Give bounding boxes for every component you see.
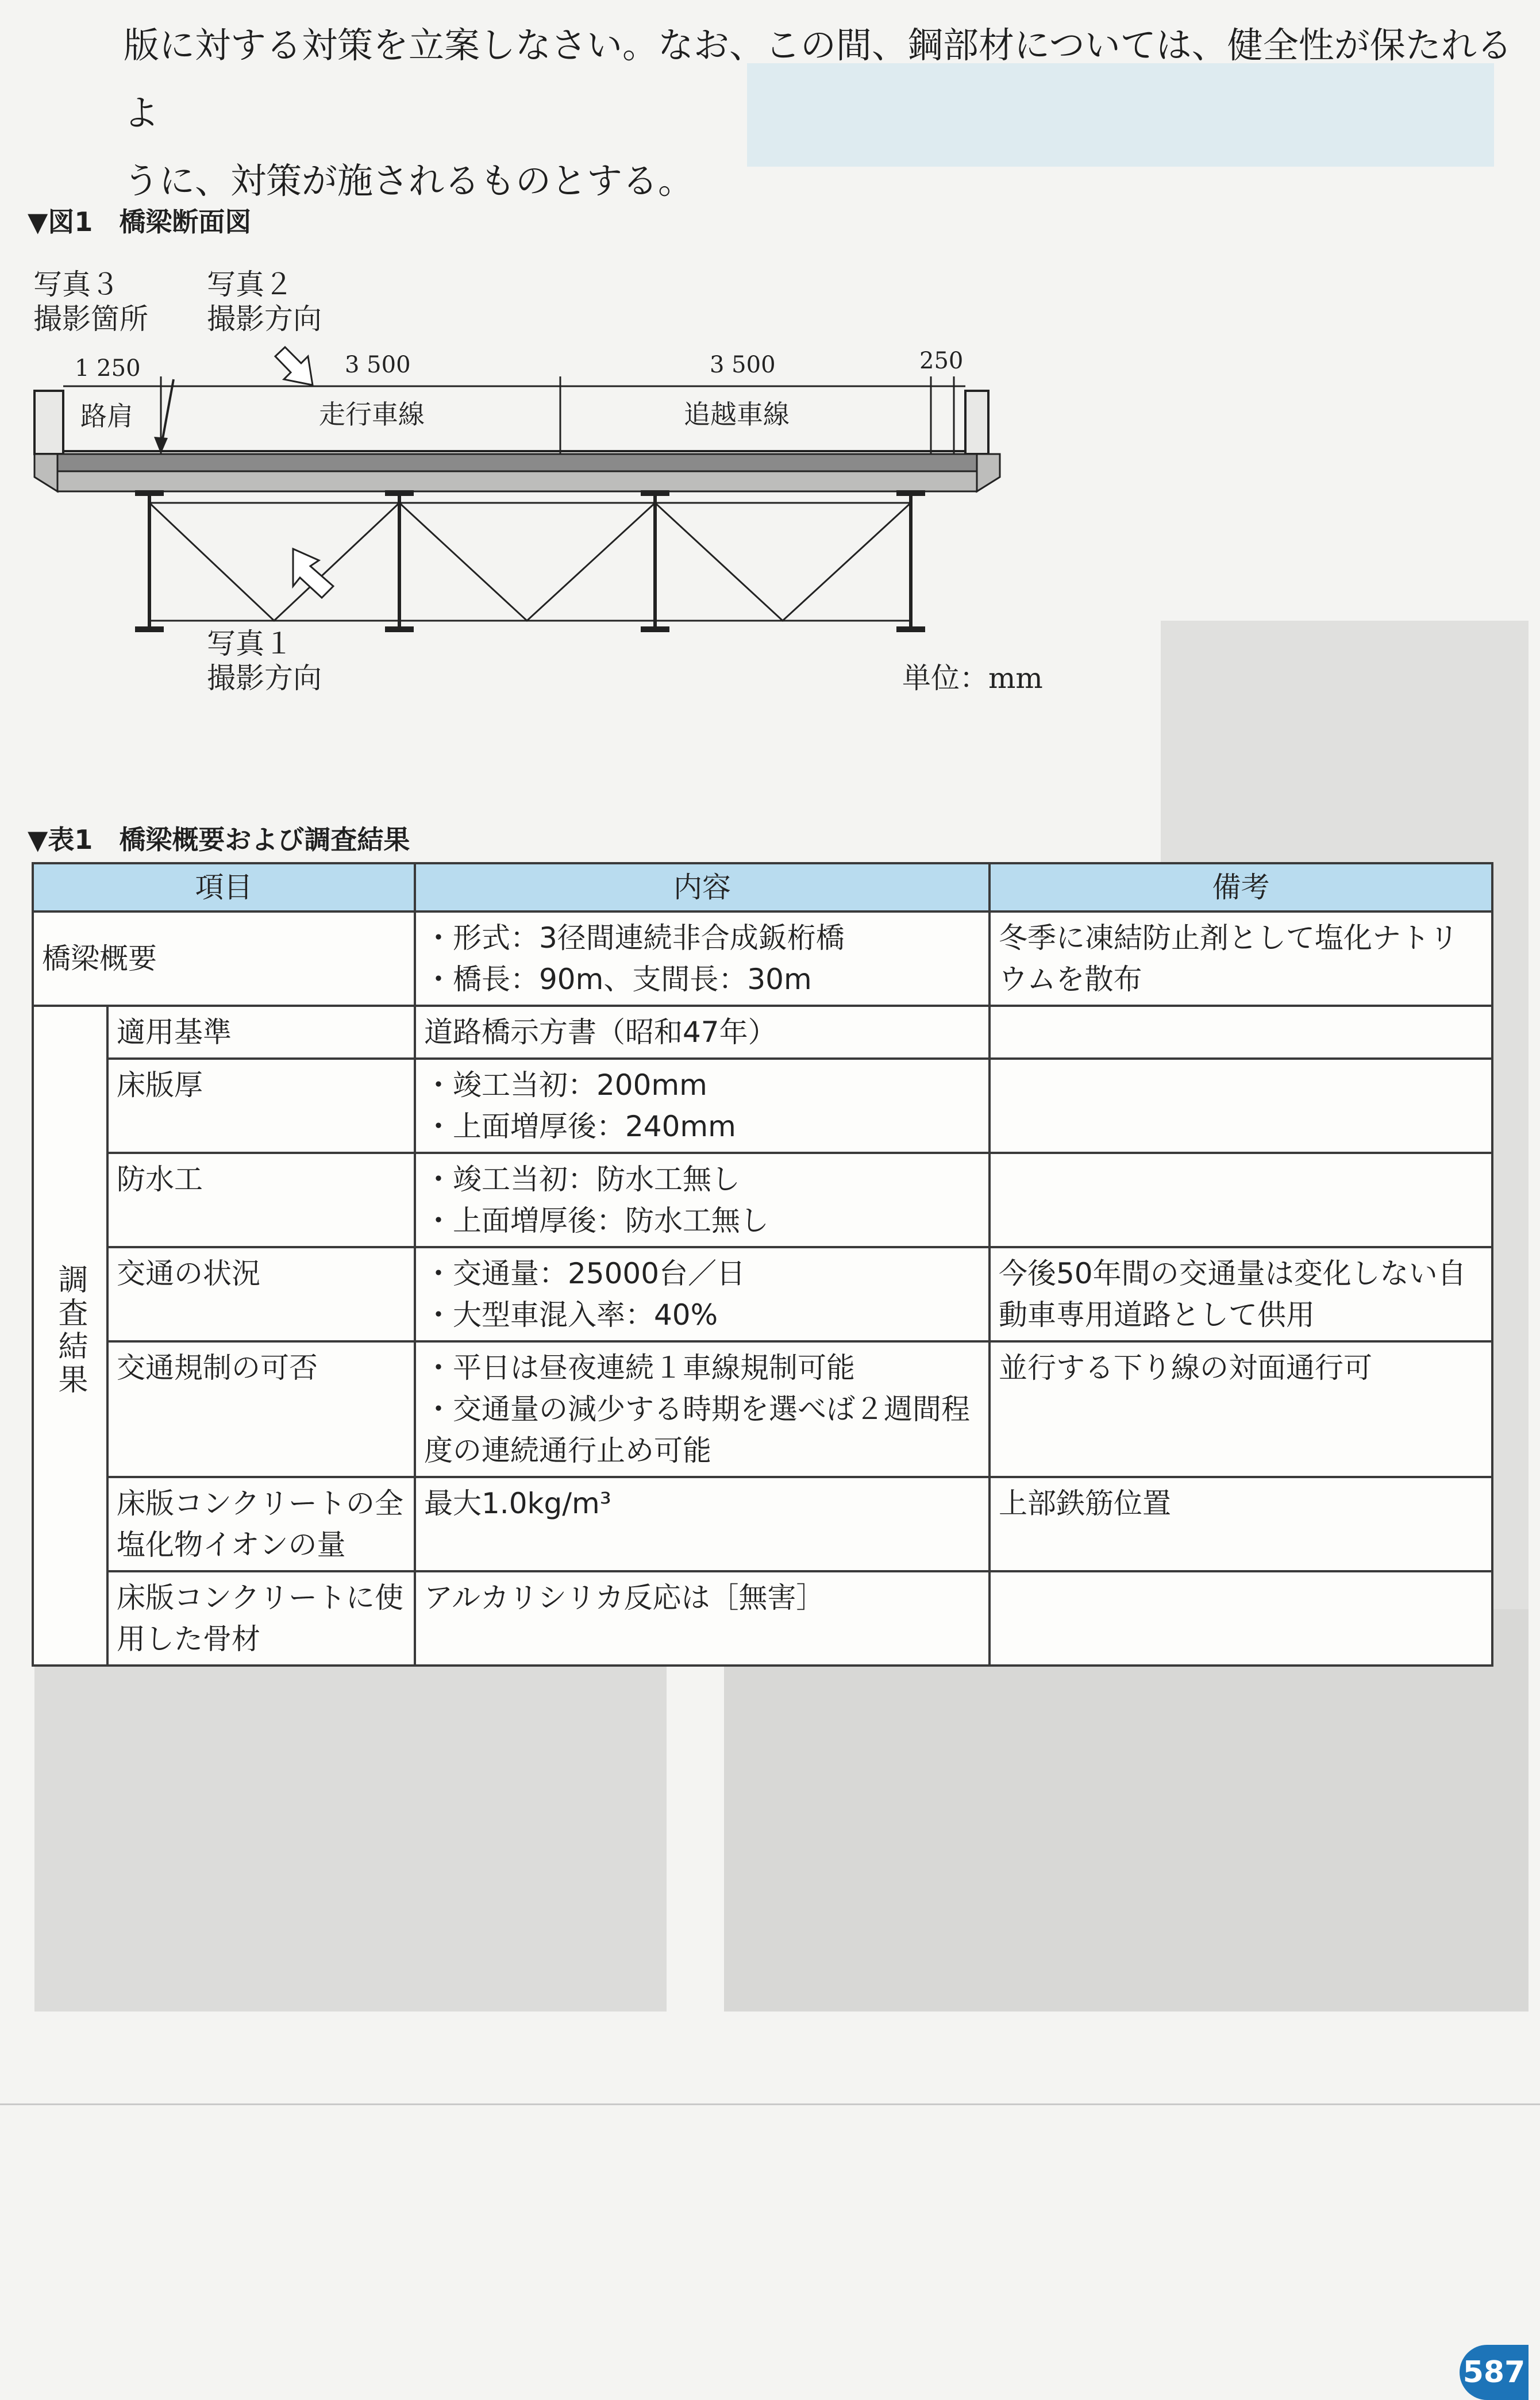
- content-line: ・上面増厚後：240mm: [424, 1110, 736, 1143]
- row-item: 適用基準: [107, 1006, 415, 1059]
- photo1-label-2: 撮影方向: [207, 661, 322, 695]
- row-content: [415, 1247, 990, 1341]
- table-row: [33, 911, 1492, 1006]
- table-row: [33, 1341, 1492, 1477]
- content-line: ・竣工当初：防水工無し: [424, 1163, 740, 1196]
- table-row: [33, 1153, 1492, 1247]
- content-line: ・竣工当初：200mm: [424, 1068, 707, 1102]
- intro-paragraph: [124, 11, 1514, 215]
- table-title: ▼表1 橋梁概要および調査結果: [28, 824, 410, 855]
- intro-line: 版に対する対策を立案しなさい。なお、この間、鋼部材については、健全性が保たれるよ: [124, 24, 1512, 134]
- survey-table: [32, 862, 1493, 1667]
- table-row: [33, 1247, 1492, 1341]
- figure-title: ▼図1 橋梁断面図: [28, 206, 252, 237]
- divider: [0, 2103, 1540, 2105]
- content-line: ・交通量の減少する時期を選べば２週間程度の連続通行止め可能: [424, 1393, 970, 1467]
- label-lane1: 走行車線: [319, 399, 425, 430]
- row-item: 防水工: [107, 1153, 415, 1247]
- photo3-label-1: 写真３: [33, 268, 120, 301]
- unit-label: 単位：mm: [902, 661, 1043, 695]
- label-shoulder: 路肩: [80, 401, 133, 432]
- intro-line: うに、対策が施されるものとする。: [124, 160, 694, 202]
- row-remark: 並行する下り線の対面通行可: [990, 1341, 1492, 1477]
- row-content: [415, 1153, 990, 1247]
- table-header-row: [33, 863, 1492, 911]
- photo1-label-1: 写真１: [207, 627, 293, 660]
- content-line: アルカリシリカ反応は［無害］: [424, 1581, 825, 1614]
- survey-result-label: [33, 1006, 107, 1666]
- header-remark: 備考: [990, 863, 1492, 911]
- row-remark: [990, 1006, 1492, 1059]
- row-remark: [990, 1059, 1492, 1153]
- content-line: ・交通量：25000台／日: [424, 1257, 746, 1290]
- content-line: ・大型車混入率：40%: [424, 1298, 718, 1332]
- row-item: 床版厚: [107, 1059, 415, 1153]
- row-remark: [990, 1571, 1492, 1666]
- row-content: [415, 1571, 990, 1666]
- dimension-right: 250: [919, 348, 964, 374]
- header-item: 項目: [33, 863, 415, 911]
- row-item: 交通の状況: [107, 1247, 415, 1341]
- survey-result-text: 調査結果: [53, 1263, 87, 1397]
- row-item: 交通規制の可否: [107, 1341, 415, 1477]
- table-row: [33, 1006, 1492, 1059]
- row-content: [415, 1059, 990, 1153]
- content-line: 道路橋示方書（昭和47年）: [424, 1016, 777, 1049]
- page-number: 587: [1460, 2345, 1529, 2400]
- row-item: 床版コンクリートの全塩化物イオンの量: [107, 1477, 415, 1571]
- dimension-lane1: 3 500: [345, 352, 411, 378]
- row-item: 床版コンクリートに使用した骨材: [107, 1571, 415, 1666]
- row-remark: 上部鉄筋位置: [990, 1477, 1492, 1571]
- content-line: 最大1.0kg/m³: [424, 1487, 611, 1520]
- photo2-label-1: 写真２: [207, 268, 293, 301]
- photo2-label-2: 撮影方向: [207, 302, 322, 336]
- row-remark: 今後50年間の交通量は変化しない自動車専用道路として供用: [990, 1247, 1492, 1341]
- content-line: ・平日は昼夜連続１車線規制可能: [424, 1351, 855, 1384]
- content-line: ・上面増厚後：防水工無し: [424, 1204, 769, 1237]
- label-lane2: 追越車線: [684, 399, 790, 430]
- row-item: 橋梁概要: [33, 911, 415, 1006]
- table-row: [33, 1571, 1492, 1666]
- row-content: [415, 1006, 990, 1059]
- row-remark: [990, 1153, 1492, 1247]
- show-through-photo: [724, 1609, 1529, 2011]
- dimension-shoulder: 1 250: [75, 355, 141, 382]
- bridge-cross-section-diagram: [23, 345, 1011, 644]
- content-line: ・橋長：90m、支間長：30m: [424, 963, 812, 996]
- row-content: [415, 1477, 990, 1571]
- content-line: ・形式：3径間連続非合成鈑桁橋: [424, 921, 845, 955]
- table-row: [33, 1477, 1492, 1571]
- table-row: [33, 1059, 1492, 1153]
- header-content: 内容: [415, 863, 990, 911]
- dimension-lane2: 3 500: [710, 352, 776, 378]
- row-content: [415, 911, 990, 1006]
- row-content: [415, 1341, 990, 1477]
- row-remark: 冬季に凍結防止剤として塩化ナトリウムを散布: [990, 911, 1492, 1006]
- show-through-photo: [34, 1609, 667, 2011]
- photo3-label-2: 撮影箇所: [33, 302, 148, 336]
